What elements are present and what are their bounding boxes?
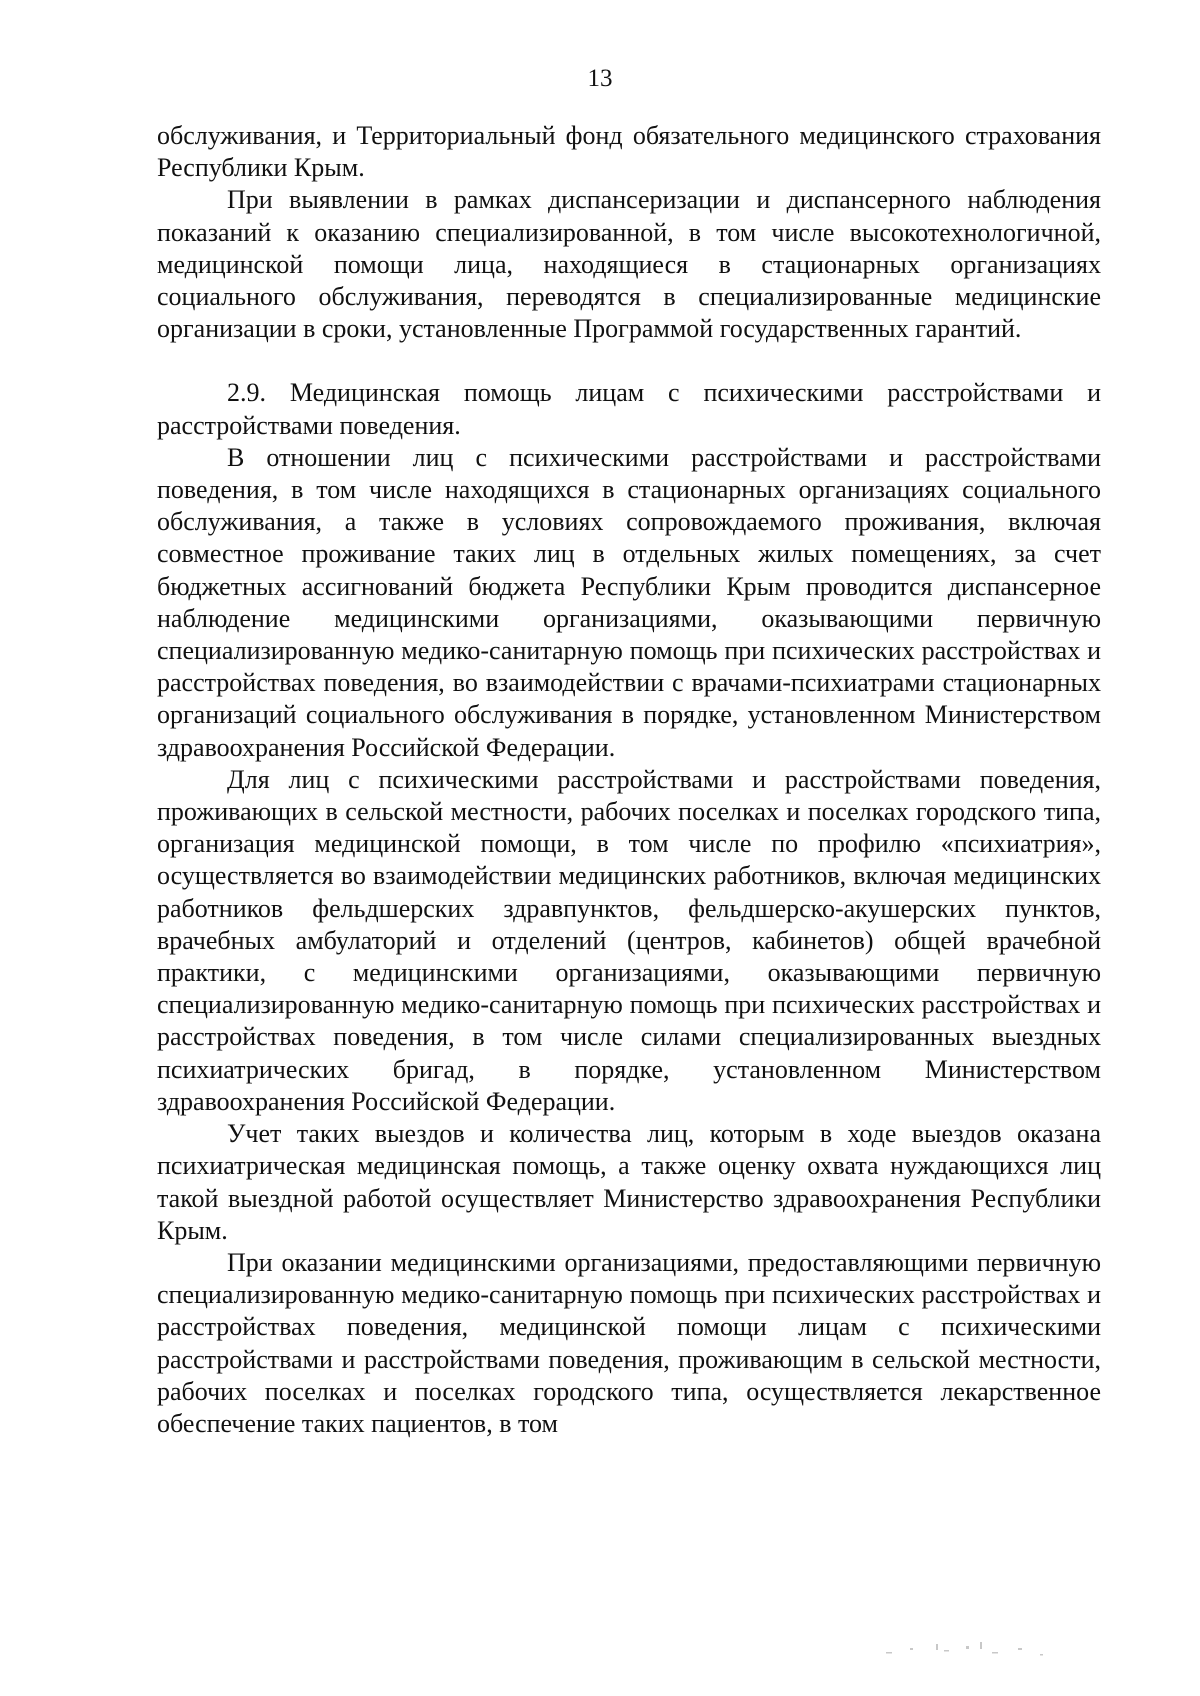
paragraph-visit-accounting: Учет таких выездов и количества лиц, которым в ходе выездов оказана психиатрическая медицинская помощь, а также оценку охвата нуждающихся лиц такой выездной работой осуществляет Министерство здравоохранения Республики Крым. bbox=[157, 1119, 1101, 1245]
paragraph-continuation: обслуживания, и Территориальный фонд обязательного медицинского страхования Республики Крым. bbox=[157, 121, 1101, 183]
paragraph-transfer-to-specialized-care: При выявлении в рамках диспансеризации и диспансерного наблюдения показаний к оказанию специализированной, в том числе высокотехнологичной, медицинской помощи лица, находящиеся в стационарных организациях социального обслуживания, переводятся в специализированные медицинские организации в сроки, установленные Программой государственных гарантий. bbox=[157, 185, 1101, 344]
document-body bbox=[157, 120, 1101, 1440]
paragraph-drug-provision: При оказании медицинскими организациями, предоставляющими первичную специализированную медико-санитарную помощь при психических расстройствах и расстройствах поведения, медицинской помощи лицам с психическими расстройствами и расстройствами поведения, проживающим в сельской местности, рабочих поселках и поселках городского типа, осуществляется лекарственное обеспечение таких пациентов, в том bbox=[157, 1247, 1101, 1438]
scan-artifact-marks bbox=[880, 1640, 1080, 1664]
paragraph-rural-residents: Для лиц с психическими расстройствами и расстройствами поведения, проживающих в сельской местности, рабочих поселках и поселках городского типа, организация медицинской помощи, в том числе по профилю «психиатрия», осуществляется во взаимодействии медицинских работников, включая медицинских работников фельдшерских здравпунктов, фельдшерско-акушерских пунктов, врачебных амбулаторий и отделений (центров, кабинетов) общей врачебной практики, с медицинскими организациями, оказывающими первичную специализированную медико-санитарную помощь при психических расстройствах и расстройствах поведения, в том числе силами специализированных выездных психиатрических бригад, в порядке, установленном Министерством здравоохранения Российской Федерации. bbox=[157, 764, 1101, 1116]
page-number: 13 bbox=[587, 65, 613, 92]
paragraph-dispensary-observation: В отношении лиц с психическими расстройствами и расстройствами поведения, в том числе находящихся в стационарных организациях социального обслуживания, а также в условиях сопровождаемого проживания, включая совместное проживание таких лиц в отдельных жилых помещениях, за счет бюджетных ассигнований бюджета Республики Крым проводится диспансерное наблюдение медицинскими организациями, оказывающими первичную специализированную медико-санитарную помощь при психических расстройствах и расстройствах поведения, во взаимодействии с врачами-психиатрами стационарных организаций социального обслуживания в порядке, установленном Министерством здравоохранения Российской Федерации. bbox=[157, 442, 1101, 762]
section-heading-2-9: 2.9. Медицинская помощь лицам с психическими расстройствами и расстройствами поведения. bbox=[157, 378, 1101, 440]
